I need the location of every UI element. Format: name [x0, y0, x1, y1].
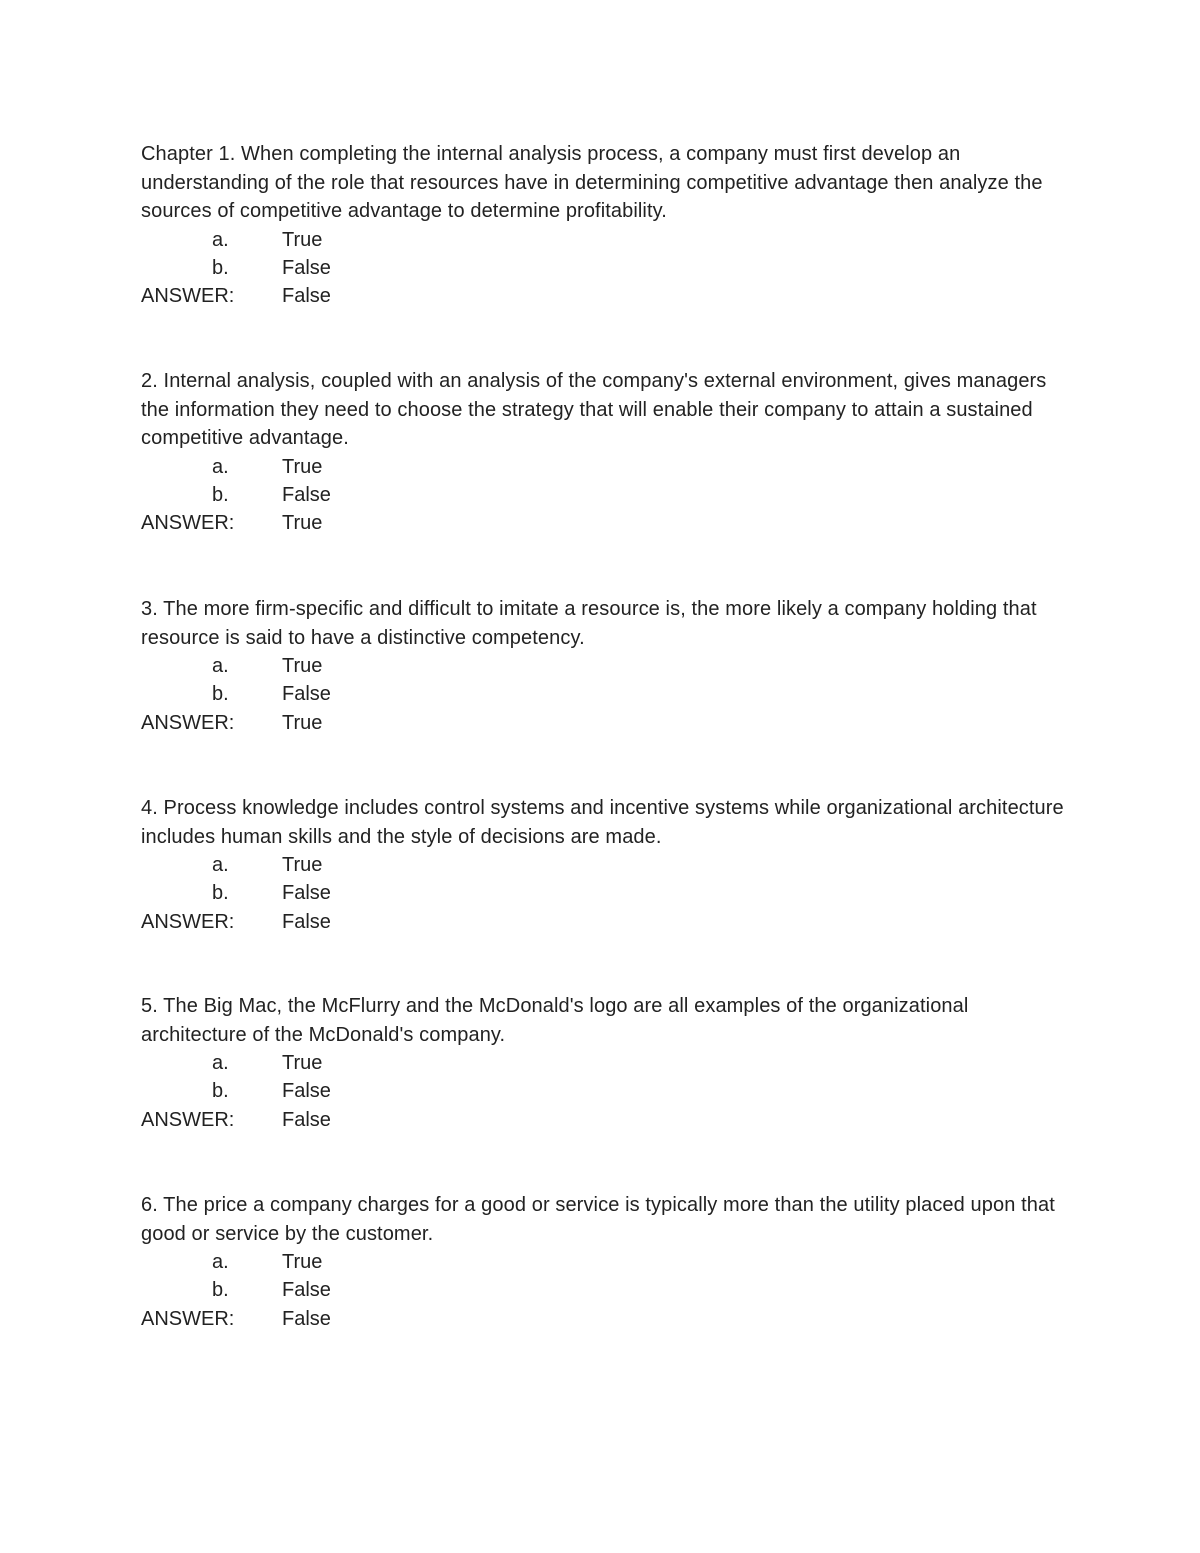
option-letter: b. [212, 683, 229, 706]
answer-label: ANSWER: [141, 711, 235, 734]
answer-line [141, 1305, 1071, 1333]
option-letter: b. [212, 1279, 229, 1302]
question-stem: 4. Process knowledge includes control systems and incentive systems while organizational architecture includes human skills and the style of decisions are made. [141, 797, 1064, 848]
option-a [141, 1049, 1071, 1077]
option-b [141, 1077, 1071, 1105]
option-letter: b. [212, 256, 229, 279]
option-text: True [282, 655, 323, 677]
answer-value: False [282, 1307, 331, 1330]
option-text: True [282, 228, 323, 251]
question-stem: 3. The more firm-specific and difficult to imitate a resource is, the more likely a company holding that resource is said to have a distinctive competency. [141, 598, 1037, 649]
option-a [141, 453, 1071, 481]
answer-label: ANSWER: [141, 1108, 235, 1131]
question-1 [141, 140, 1071, 310]
option-text: False [282, 483, 331, 506]
answer-label: ANSWER: [141, 910, 235, 933]
answer-label: ANSWER: [141, 285, 235, 308]
answer-label: ANSWER: [141, 512, 235, 535]
answer-line [141, 1106, 1071, 1134]
answer-line [141, 709, 1071, 737]
option-a [141, 226, 1071, 254]
answer-value: False [282, 910, 331, 933]
option-a [141, 652, 1071, 680]
option-text: False [282, 882, 331, 905]
answer-label: ANSWER: [141, 1307, 235, 1330]
option-a [141, 1248, 1071, 1276]
option-text: False [282, 1080, 331, 1103]
option-letter: b. [212, 882, 229, 905]
option-b [141, 879, 1071, 907]
option-text: True [282, 854, 323, 876]
answer-line [141, 908, 1071, 936]
question-3 [141, 595, 1071, 737]
option-letter: b. [212, 483, 229, 506]
answer-value: True [282, 512, 323, 535]
question-2 [141, 367, 1071, 537]
option-letter: a. [212, 655, 229, 677]
option-letter: b. [212, 1080, 229, 1103]
option-text: False [282, 683, 331, 706]
question-4 [141, 794, 1071, 936]
question-stem: 5. The Big Mac, the McFlurry and the McDonald's logo are all examples of the organizational architecture of the McDonald's company. [141, 995, 969, 1046]
option-letter: a. [212, 854, 229, 876]
option-b [141, 680, 1071, 708]
question-5 [141, 992, 1071, 1134]
option-a [141, 851, 1071, 879]
answer-line [141, 509, 1071, 537]
option-text: False [282, 256, 331, 279]
option-letter: a. [212, 455, 229, 478]
question-stem: 2. Internal analysis, coupled with an analysis of the company's external environment, gives managers the information they need to choose the strategy that will enable their company to attain a sustained competitive advantage. [141, 370, 1047, 449]
answer-value: False [282, 285, 331, 308]
option-text: True [282, 1251, 323, 1273]
option-text: True [282, 455, 323, 478]
answer-value: True [282, 711, 323, 734]
option-b [141, 481, 1071, 509]
answer-line [141, 282, 1071, 310]
option-text: False [282, 1279, 331, 1302]
option-letter: a. [212, 228, 229, 251]
option-text: True [282, 1052, 323, 1074]
question-stem: Chapter 1. When completing the internal analysis process, a company must first develop an understanding of the role that resources have in determining competitive advantage then analyze the sources of competitive advantage to determine profitability. [141, 143, 1043, 222]
option-b [141, 1276, 1071, 1304]
question-stem: 6. The price a company charges for a good or service is typically more than the utility placed upon that good or service by the customer. [141, 1194, 1055, 1245]
option-b [141, 254, 1071, 282]
option-letter: a. [212, 1251, 229, 1273]
option-letter: a. [212, 1052, 229, 1074]
answer-value: False [282, 1108, 331, 1131]
question-6 [141, 1191, 1071, 1333]
